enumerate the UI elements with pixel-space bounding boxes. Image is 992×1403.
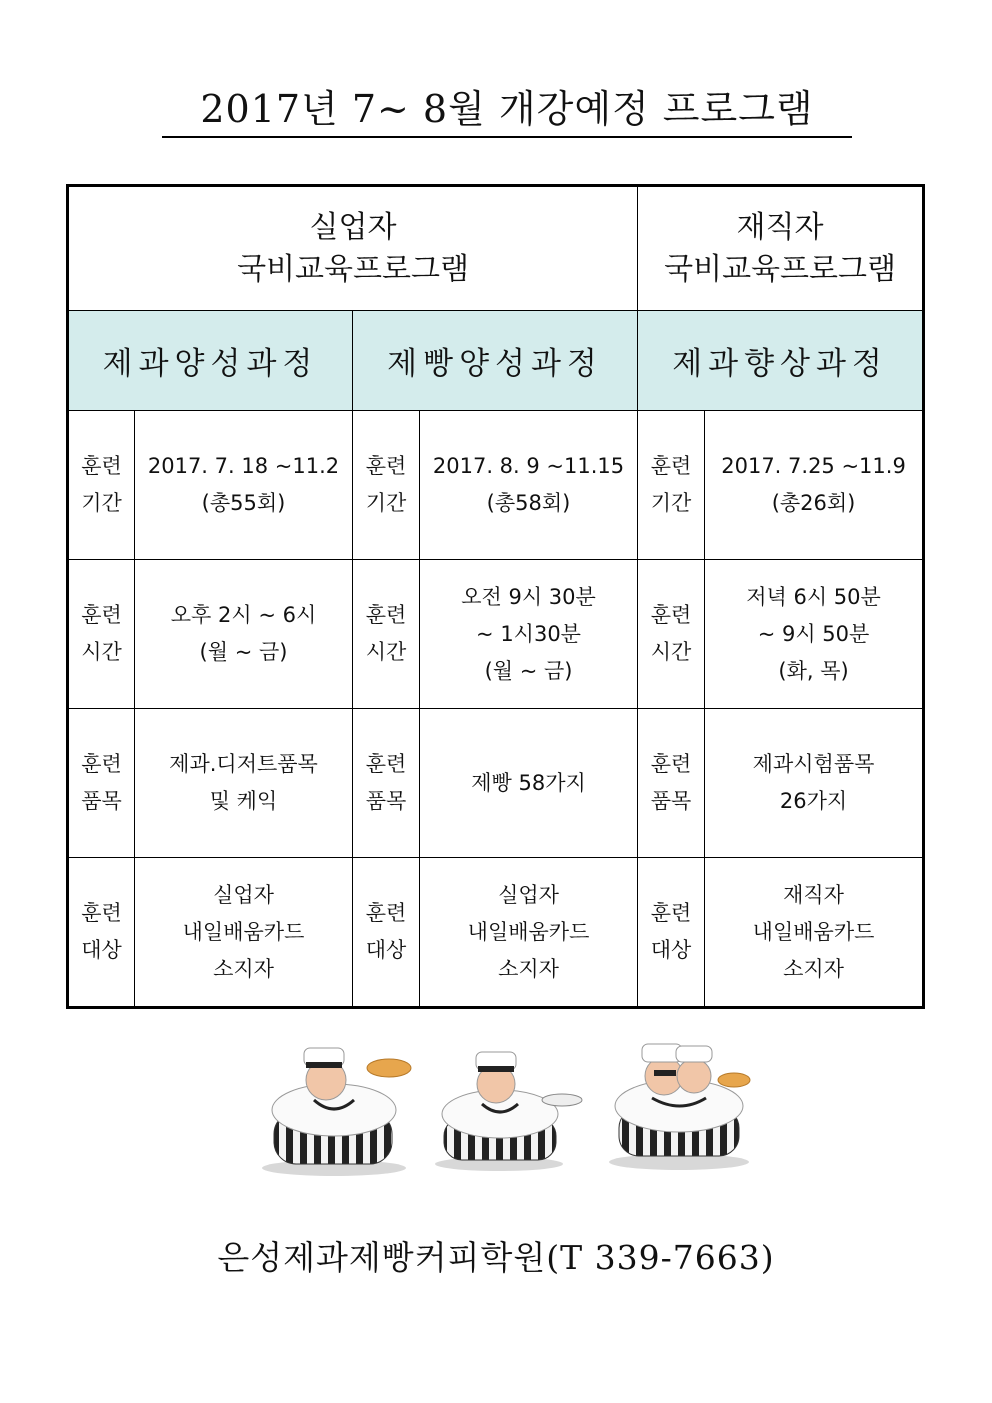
row-label: 훈련 시간 (353, 560, 420, 709)
row-label: 훈련 기간 (68, 411, 135, 560)
cell-value: 재직자 내일배움카드 소지자 (705, 858, 924, 1008)
cell-value: 2017. 7. 18 ~11.2 (총55회) (135, 411, 353, 560)
program-schedule-table (66, 184, 925, 1009)
cell-value: 제과시험품목 26가지 (705, 709, 924, 858)
row-label: 훈련 품목 (638, 709, 705, 858)
row-label: 훈련 대상 (353, 858, 420, 1008)
row-label: 훈련 기간 (638, 411, 705, 560)
cell-value: 실업자 내일배움카드 소지자 (420, 858, 638, 1008)
cell-value: 저녁 6시 50분 ~ 9시 50분 (화, 목) (705, 560, 924, 709)
chef-figure-3 (609, 1044, 750, 1170)
cell-value: 오전 9시 30분 ~ 1시30분 (월 ~ 금) (420, 560, 638, 709)
cell-value: 제빵 58가지 (420, 709, 638, 858)
row-label: 훈련 시간 (68, 560, 135, 709)
course-header-bread: 제빵양성과정 (353, 311, 638, 411)
table-row (68, 411, 924, 560)
cell-value: 2017. 7.25 ~11.9 (총26회) (705, 411, 924, 560)
page-title: 2017년 7~ 8월 개강예정 프로그램 (162, 86, 852, 138)
cell-value: 오후 2시 ~ 6시 (월 ~ 금) (135, 560, 353, 709)
row-label: 훈련 대상 (638, 858, 705, 1008)
group-header-unemployed (68, 186, 638, 311)
group-header-line: 국비교육프로그램 (664, 251, 896, 287)
row-label: 훈련 시간 (638, 560, 705, 709)
cell-value: 2017. 8. 9 ~11.15 (총58회) (420, 411, 638, 560)
group-header-line: 실업자 (309, 209, 397, 245)
row-label: 훈련 품목 (353, 709, 420, 858)
group-header-employed (638, 186, 924, 311)
row-label: 훈련 품목 (68, 709, 135, 858)
group-header-line: 국비교육프로그램 (237, 251, 469, 287)
group-header-line: 재직자 (736, 209, 824, 245)
row-label: 훈련 대상 (68, 858, 135, 1008)
table-row (68, 560, 924, 709)
cell-value: 제과.디저트품목 및 케익 (135, 709, 353, 858)
cell-value: 실업자 내일배움카드 소지자 (135, 858, 353, 1008)
row-label: 훈련 기간 (353, 411, 420, 560)
chef-figure-1 (262, 1048, 411, 1176)
academy-contact: 은성제과제빵커피학원(T 339-7663) (217, 1238, 775, 1277)
course-header-pastry: 제과양성과정 (68, 311, 353, 411)
table-row (68, 709, 924, 858)
chef-figures-illustration (244, 1040, 764, 1180)
table-row (68, 858, 924, 1008)
chef-figure-2 (435, 1052, 582, 1171)
course-header-pastry-advanced: 제과향상과정 (638, 311, 924, 411)
